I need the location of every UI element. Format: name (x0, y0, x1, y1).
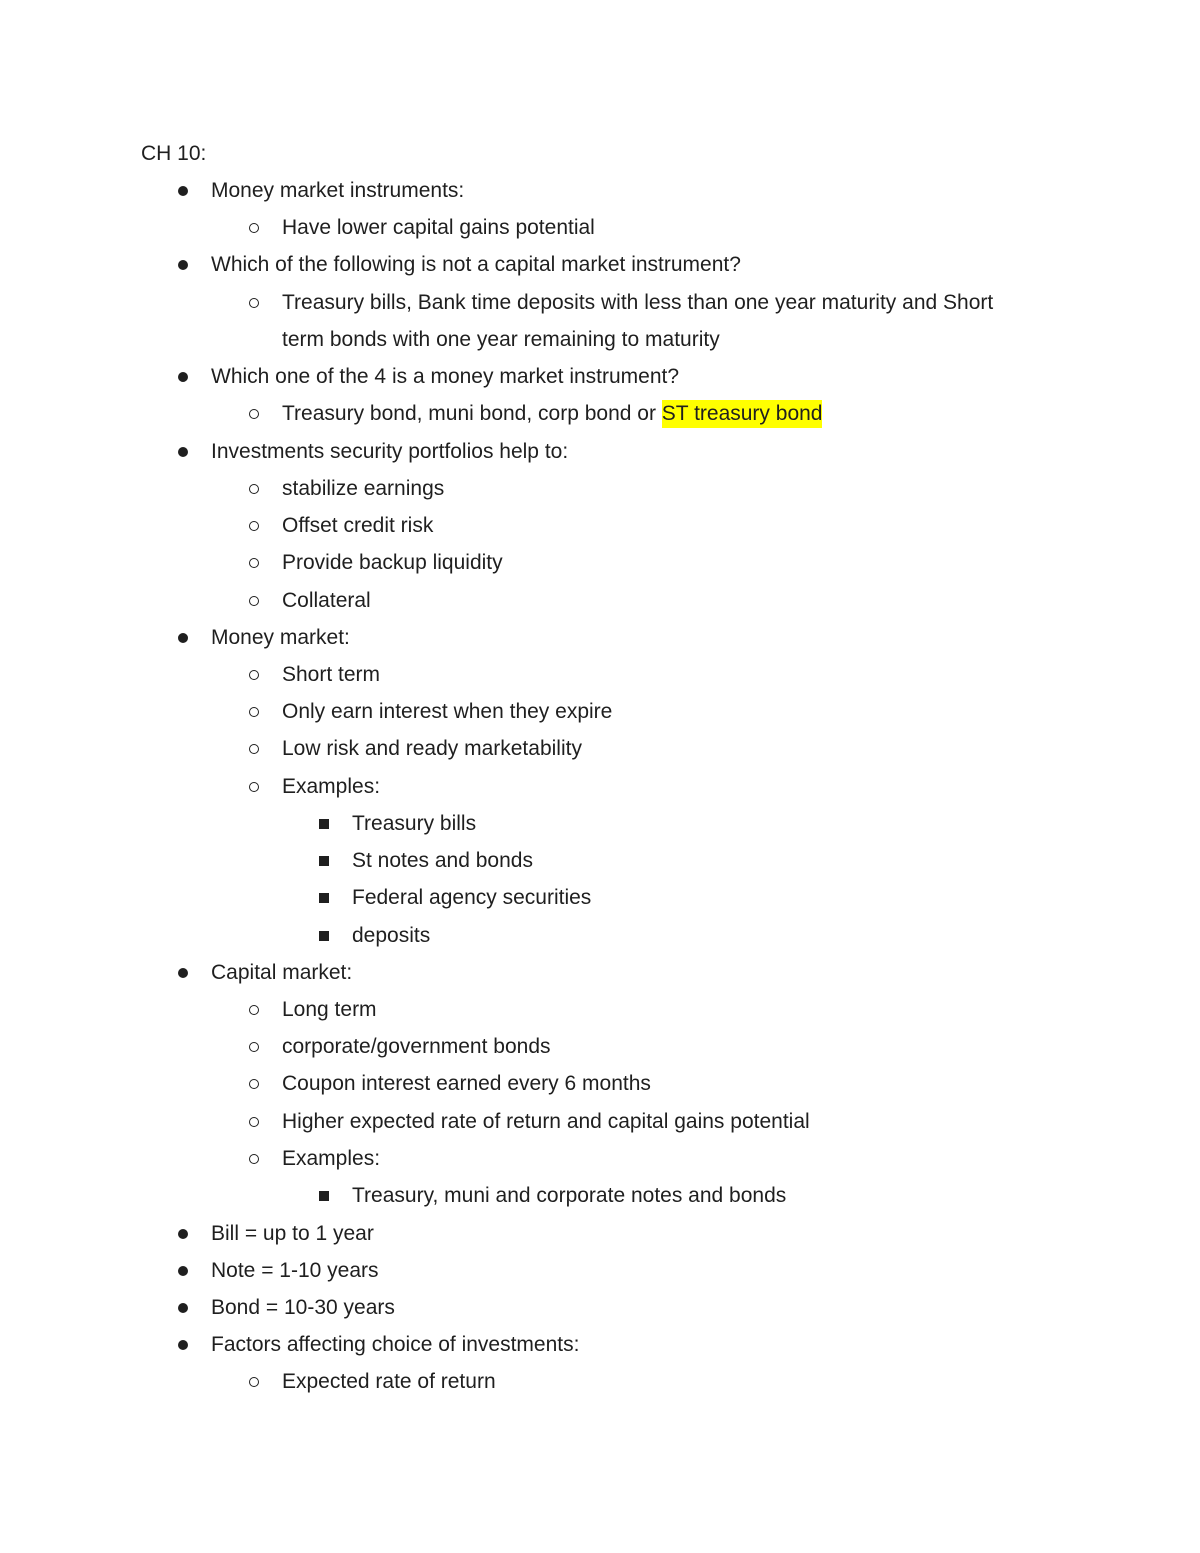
list-item: Expected rate of return (282, 1368, 496, 1396)
list-item: Collateral (282, 587, 371, 615)
list-item: Coupon interest earned every 6 months (282, 1070, 651, 1098)
circle-bullet-icon (249, 1005, 259, 1015)
list-item: Which one of the 4 is a money market instrument? (211, 363, 679, 391)
square-bullet-icon (319, 856, 329, 866)
list-item: Bond = 10-30 years (211, 1294, 395, 1322)
list-item: Higher expected rate of return and capital gains potential (282, 1108, 810, 1136)
list-item-continuation: term bonds with one year remaining to maturity (282, 328, 720, 351)
disc-bullet-icon (178, 633, 188, 643)
list-item: Provide backup liquidity (282, 549, 503, 577)
disc-bullet-icon (178, 1303, 188, 1313)
circle-bullet-icon (249, 596, 259, 606)
list-item: Note = 1-10 years (211, 1257, 379, 1285)
list-item: Which of the following is not a capital market instrument? (211, 251, 741, 279)
circle-bullet-icon (249, 1079, 259, 1089)
list-item: Offset credit risk (282, 512, 433, 540)
circle-bullet-icon (249, 298, 259, 308)
list-item: Money market instruments: (211, 177, 464, 205)
disc-bullet-icon (178, 968, 188, 978)
circle-bullet-icon (249, 558, 259, 568)
list-item: Only earn interest when they expire (282, 698, 612, 726)
circle-bullet-icon (249, 1117, 259, 1127)
list-item: Capital market: (211, 959, 352, 987)
list-item: Treasury bills (352, 810, 476, 838)
circle-bullet-icon (249, 223, 259, 233)
circle-bullet-icon (249, 521, 259, 531)
square-bullet-icon (319, 1191, 329, 1201)
circle-bullet-icon (249, 409, 259, 419)
circle-bullet-icon (249, 484, 259, 494)
page-title: CH 10: (141, 142, 207, 165)
disc-bullet-icon (178, 186, 188, 196)
list-item: Federal agency securities (352, 884, 591, 912)
square-bullet-icon (319, 931, 329, 941)
list-item: Examples: (282, 1145, 380, 1173)
list-item: Low risk and ready marketability (282, 735, 582, 763)
list-item: Short term (282, 661, 380, 689)
disc-bullet-icon (178, 1266, 188, 1276)
disc-bullet-icon (178, 447, 188, 457)
square-bullet-icon (319, 893, 329, 903)
highlighted-text: ST treasury bond (662, 400, 823, 428)
square-bullet-icon (319, 819, 329, 829)
disc-bullet-icon (178, 372, 188, 382)
circle-bullet-icon (249, 670, 259, 680)
disc-bullet-icon (178, 260, 188, 270)
list-item: stabilize earnings (282, 475, 444, 503)
list-item: corporate/government bonds (282, 1033, 551, 1061)
circle-bullet-icon (249, 744, 259, 754)
list-item: Treasury bond, muni bond, corp bond or ST treasury bond (282, 400, 822, 428)
list-item: deposits (352, 922, 430, 950)
list-item: Bill = up to 1 year (211, 1220, 374, 1248)
list-item: Factors affecting choice of investments: (211, 1331, 579, 1359)
list-item: Long term (282, 996, 377, 1024)
list-item: Investments security portfolios help to: (211, 438, 568, 466)
circle-bullet-icon (249, 1042, 259, 1052)
list-item: Examples: (282, 773, 380, 801)
circle-bullet-icon (249, 707, 259, 717)
circle-bullet-icon (249, 1377, 259, 1387)
circle-bullet-icon (249, 1154, 259, 1164)
disc-bullet-icon (178, 1229, 188, 1239)
circle-bullet-icon (249, 782, 259, 792)
list-item: Treasury bills, Bank time deposits with less than one year maturity and Short (282, 289, 993, 317)
list-item: Have lower capital gains potential (282, 214, 595, 242)
list-item: Money market: (211, 624, 350, 652)
list-item: Treasury, muni and corporate notes and bonds (352, 1182, 786, 1210)
disc-bullet-icon (178, 1340, 188, 1350)
list-item: St notes and bonds (352, 847, 533, 875)
